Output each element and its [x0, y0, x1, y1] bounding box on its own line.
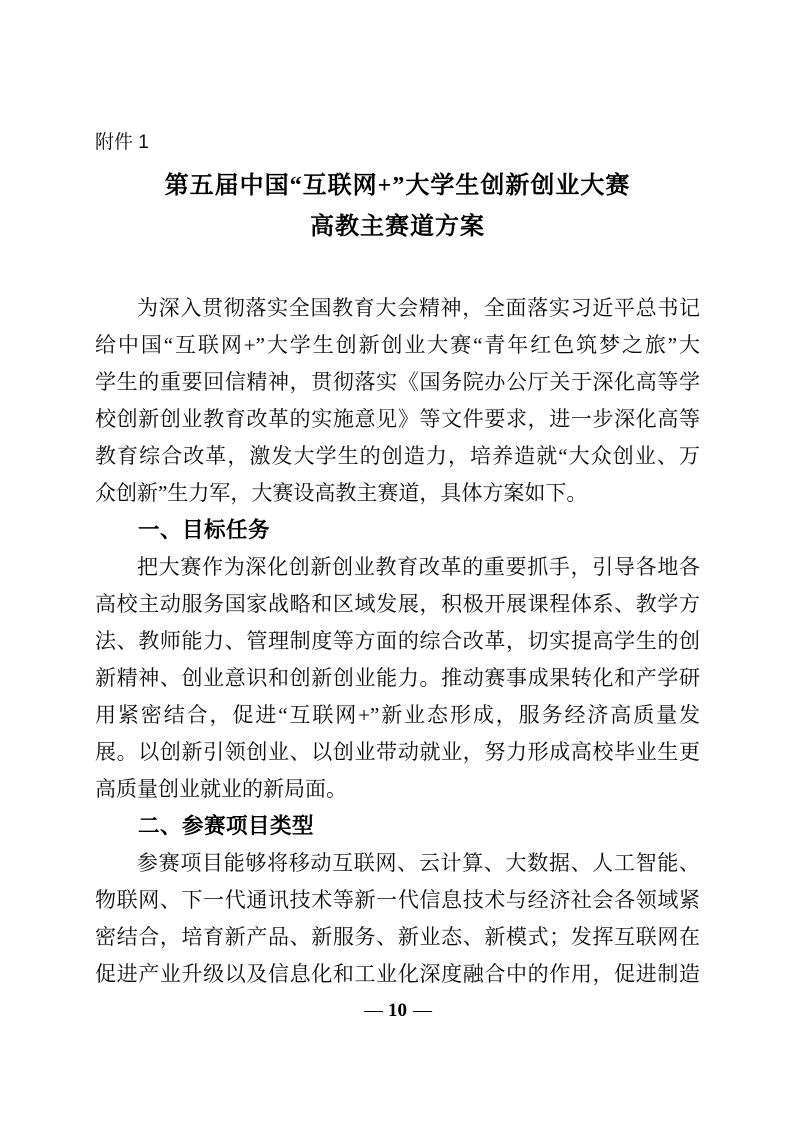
- attachment-label: 附件 1: [95, 132, 149, 153]
- paragraph-line: 高校主动服务国家战略和区域发展，积极开展课程体系、教学方: [95, 592, 700, 616]
- paragraph-line: 用紧密结合，促进“互联网+”新业态形成，服务经济高质量发: [95, 703, 700, 727]
- section-1-heading: 一、目标任务: [138, 518, 271, 542]
- document-body: [95, 290, 700, 993]
- document-title-line-2: 高教主赛道方案: [310, 214, 485, 240]
- paragraph-line: 展。以创新引领创业、以创业带动就业，努力形成高校毕业生更: [95, 740, 700, 764]
- paragraph-line: 法、教师能力、管理制度等方面的综合改革，切实提高学生的创: [95, 629, 700, 653]
- paragraph-line: 新精神、创业意识和创新创业能力。推动赛事成果转化和产学研: [95, 666, 700, 690]
- page-footer: [95, 1000, 700, 1022]
- paragraph-line: 学生的重要回信精神，贯彻落实《国务院办公厅关于深化高等学: [95, 370, 700, 394]
- paragraph-line: 把大赛作为深化创新创业教育改革的重要抓手，引导各地各: [137, 555, 700, 579]
- paragraph-line: 校创新创业教育改革的实施意见》等文件要求，进一步深化高等: [95, 407, 700, 431]
- footer-dash-left: —: [364, 1000, 382, 1021]
- paragraph-line: 给中国“互联网+”大学生创新创业大赛“青年红色筑梦之旅”大: [95, 333, 700, 357]
- footer-dash-right: —: [413, 1000, 431, 1021]
- paragraph-line: 高质量创业就业的新局面。: [95, 777, 347, 801]
- paragraph-line: 参赛项目能够将移动互联网、云计算、大数据、人工智能、: [137, 851, 700, 875]
- section-2-heading: 二、参赛项目类型: [138, 814, 315, 838]
- document-title: [95, 166, 700, 248]
- paragraph-line: 促进产业升级以及信息化和工业化深度融合中的作用，促进制造: [95, 962, 700, 986]
- paragraph-line: 为深入贯彻落实全国教育大会精神，全面落实习近平总书记: [137, 296, 700, 320]
- paragraph-line: 密结合，培育新产品、新服务、新业态、新模式；发挥互联网在: [95, 925, 700, 949]
- document-title-line-1: 第五届中国“互联网+”大学生创新创业大赛: [164, 173, 631, 199]
- footer-page-number: 10: [388, 1000, 407, 1021]
- paragraph-line: 众创新”生力军，大赛设高教主赛道，具体方案如下。: [95, 481, 588, 505]
- paragraph-line: 物联网、下一代通讯技术等新一代信息技术与经济社会各领域紧: [95, 888, 700, 912]
- paragraph-line: 教育综合改革，激发大学生的创造力，培养造就“大众创业、万: [95, 444, 700, 468]
